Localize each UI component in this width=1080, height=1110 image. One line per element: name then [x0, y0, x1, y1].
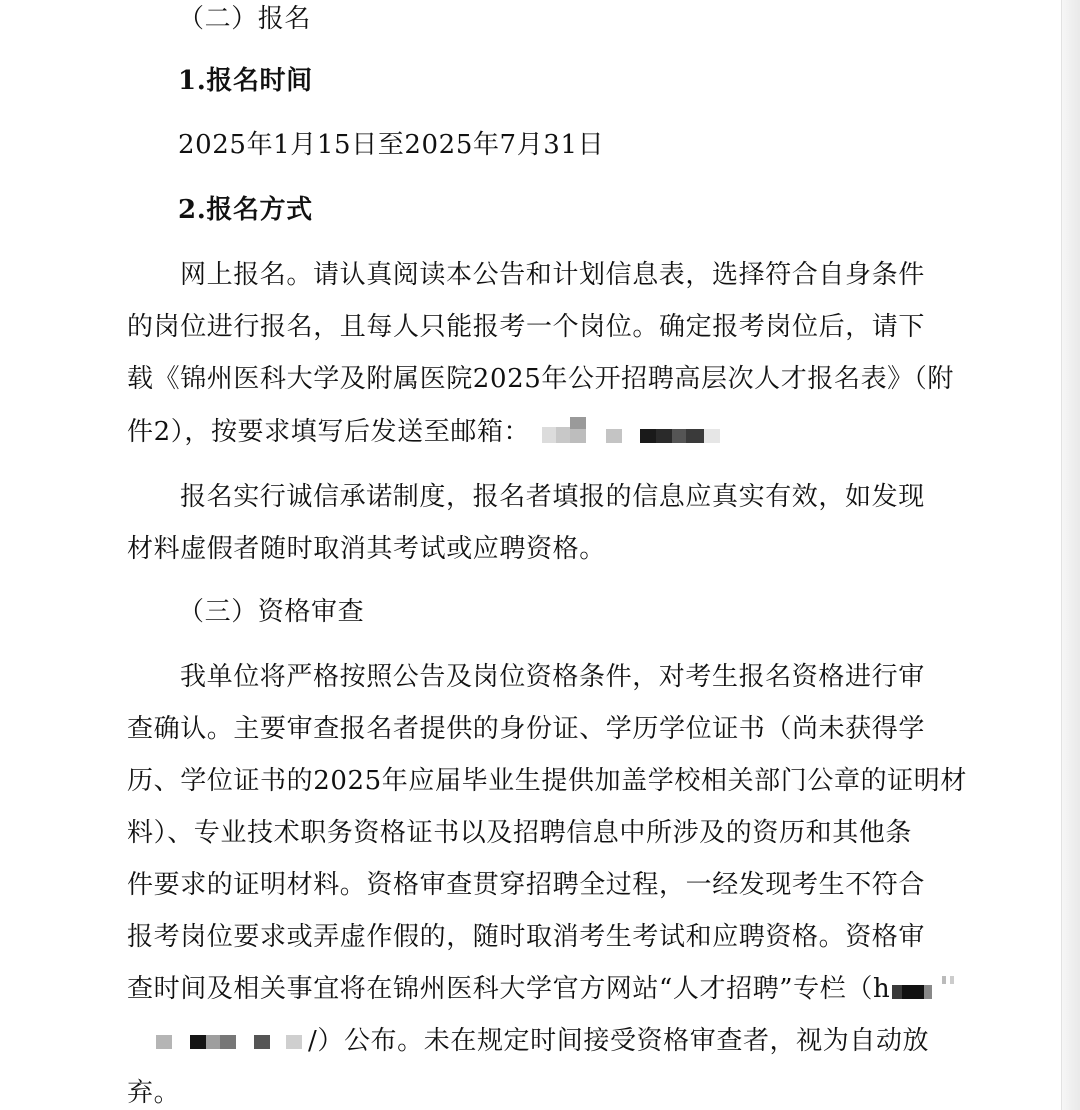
registration-method-heading: 2.报名方式: [178, 195, 313, 225]
method-paragraph-line: 载《锦州医科大学及附属医院2025年公开招聘高层次人才报名表》（附: [127, 364, 954, 394]
registration-time-heading: 1.报名时间: [178, 66, 313, 96]
review-paragraph-line: [127, 972, 956, 1006]
review-website-line: 查时间及相关事宜将在锦州医科大学官方网站“人才招聘”专栏（h: [127, 974, 891, 1004]
review-paragraph-line: 报考岗位要求或弄虚作假的，随时取消考生考试和应聘资格。资格审: [127, 922, 926, 952]
review-paragraph-line: [156, 1024, 929, 1058]
review-paragraph-line: 我单位将严格按照公告及岗位资格条件，对考生报名资格进行审: [180, 662, 925, 692]
method-paragraph-line: 网上报名。请认真阅读本公告和计划信息表，选择符合自身条件: [180, 260, 925, 290]
section-review-heading: （三）资格审查: [178, 597, 365, 627]
review-paragraph-line: 历、学位证书的2025年应届毕业生提供加盖学校相关部门公章的证明材: [127, 766, 967, 796]
redacted-url-mosaic-2: [156, 1032, 308, 1052]
section-registration-heading: （二）报名: [178, 4, 312, 34]
review-paragraph-line: 件要求的证明材料。资格审查贯穿招聘全过程，一经发现考生不符合: [127, 870, 926, 900]
page-edge-shadow: [1061, 0, 1080, 1110]
method-paragraph-line: [127, 415, 732, 449]
review-paragraph-line: 弃。: [127, 1078, 181, 1108]
integrity-paragraph-line: 报名实行诚信承诺制度，报名者填报的信息应真实有效，如发现: [180, 482, 925, 512]
registration-time-value: 2025年1月15日至2025年7月31日: [178, 130, 605, 160]
review-publish-line: /）公布。未在规定时间接受资格审查者，视为自动放: [308, 1026, 930, 1056]
integrity-paragraph-line: 材料虚假者随时取消其考试或应聘资格。: [127, 534, 606, 564]
review-paragraph-line: 料）、专业技术职务资格证书以及招聘信息中所涉及的资历和其他条: [127, 818, 913, 848]
method-paragraph-line: 的岗位进行报名，且每人只能报考一个岗位。确定报考岗位后，请下: [127, 312, 926, 342]
email-label: 件2），按要求填写后发送至邮箱：: [127, 417, 531, 447]
redacted-url-mosaic-1: [892, 980, 956, 1000]
review-paragraph-line: 查确认。主要审查报名者提供的身份证、学历学位证书（尚未获得学: [127, 714, 926, 744]
redacted-email-mosaic: [542, 423, 732, 443]
